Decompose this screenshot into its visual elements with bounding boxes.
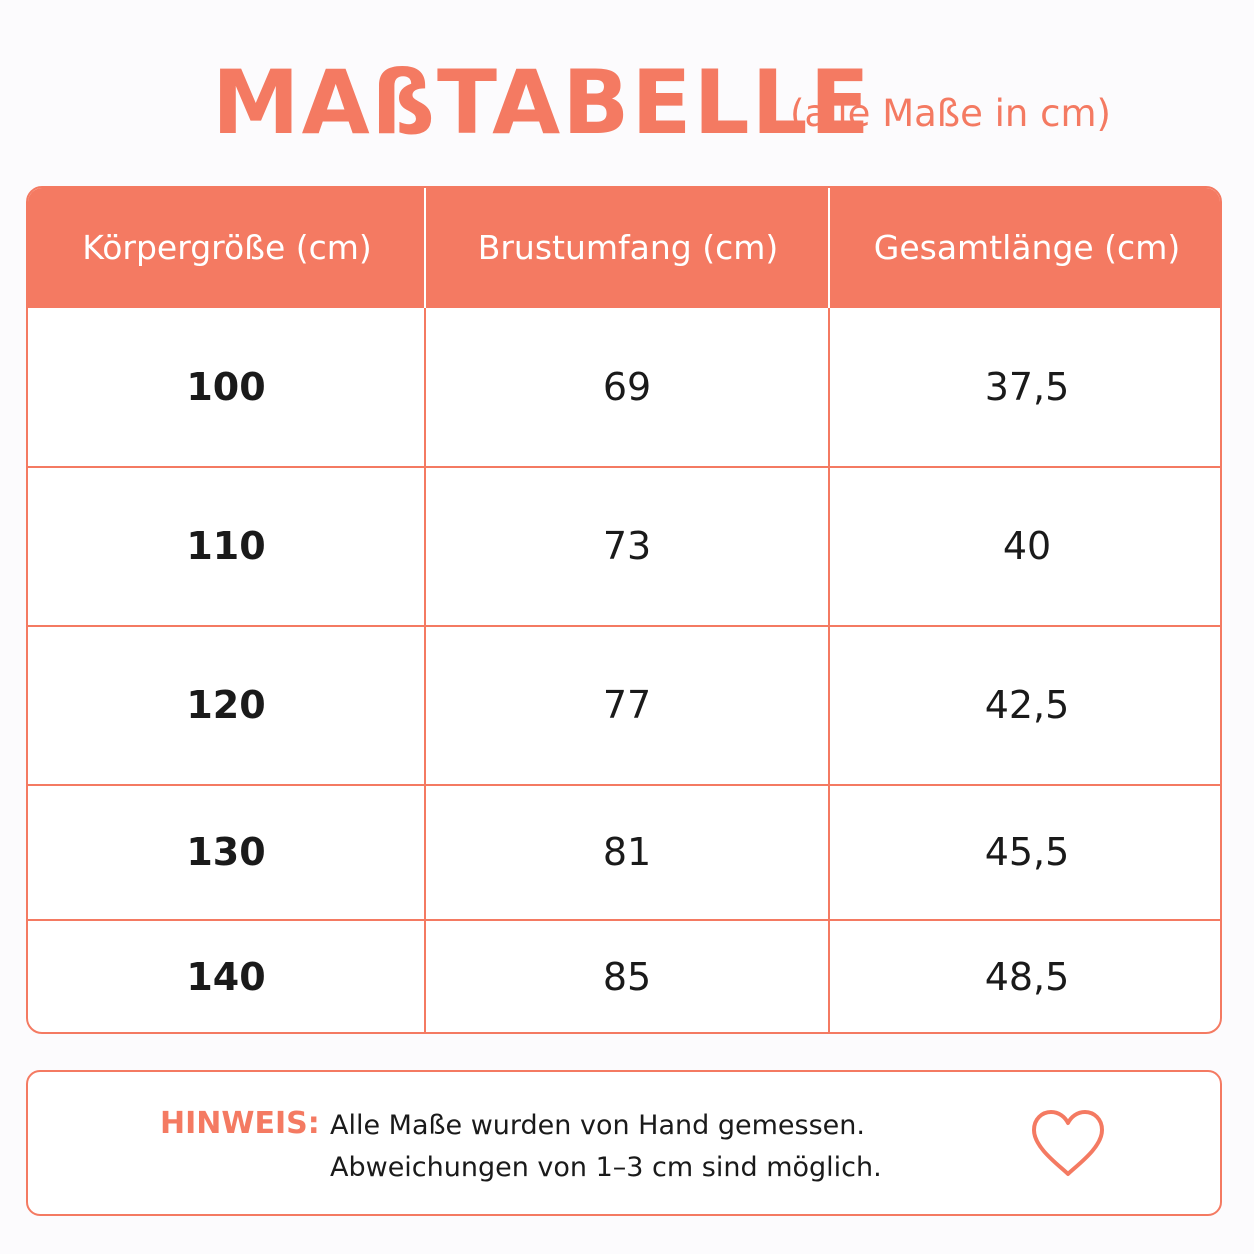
table-row	[28, 921, 1222, 1034]
cell-gesamtlaenge: 48,5	[984, 955, 1070, 999]
title-row	[0, 48, 1254, 158]
cell-brustumfang: 73	[602, 524, 652, 568]
table-row	[28, 308, 1222, 466]
page-title: MAßTABELLE	[212, 51, 872, 154]
size-table	[26, 186, 1222, 1034]
note-box	[26, 1070, 1222, 1216]
table-row	[28, 468, 1222, 625]
cell-brustumfang: 85	[602, 955, 652, 999]
cell-koerpergroesse: 110	[186, 524, 266, 568]
page-subtitle: (alle Maße in cm)	[790, 92, 1111, 135]
cell-gesamtlaenge: 42,5	[984, 683, 1070, 727]
cell-koerpergroesse: 140	[186, 955, 266, 999]
cell-brustumfang: 77	[602, 683, 652, 727]
table-row	[28, 627, 1222, 784]
note-line-1: Alle Maße wurden von Hand gemessen.	[330, 1110, 865, 1141]
cell-gesamtlaenge: 45,5	[984, 830, 1070, 874]
cell-gesamtlaenge: 37,5	[984, 365, 1070, 409]
note-line-2: Abweichungen von 1–3 cm sind möglich.	[330, 1152, 882, 1183]
note-label: HINWEIS:	[160, 1106, 320, 1141]
cell-koerpergroesse: 100	[186, 365, 266, 409]
cell-gesamtlaenge: 40	[1002, 524, 1052, 568]
heart-icon	[1030, 1108, 1106, 1180]
table-header	[28, 188, 1222, 308]
header-gesamtlaenge: Gesamtlänge (cm)	[873, 228, 1181, 267]
cell-brustumfang: 69	[602, 365, 652, 409]
cell-koerpergroesse: 120	[186, 683, 266, 727]
cell-brustumfang: 81	[602, 830, 652, 874]
table-row	[28, 786, 1222, 919]
header-koerpergroesse: Körpergröße (cm)	[82, 228, 372, 267]
header-brustumfang: Brustumfang (cm)	[477, 228, 779, 267]
cell-koerpergroesse: 130	[186, 830, 266, 874]
